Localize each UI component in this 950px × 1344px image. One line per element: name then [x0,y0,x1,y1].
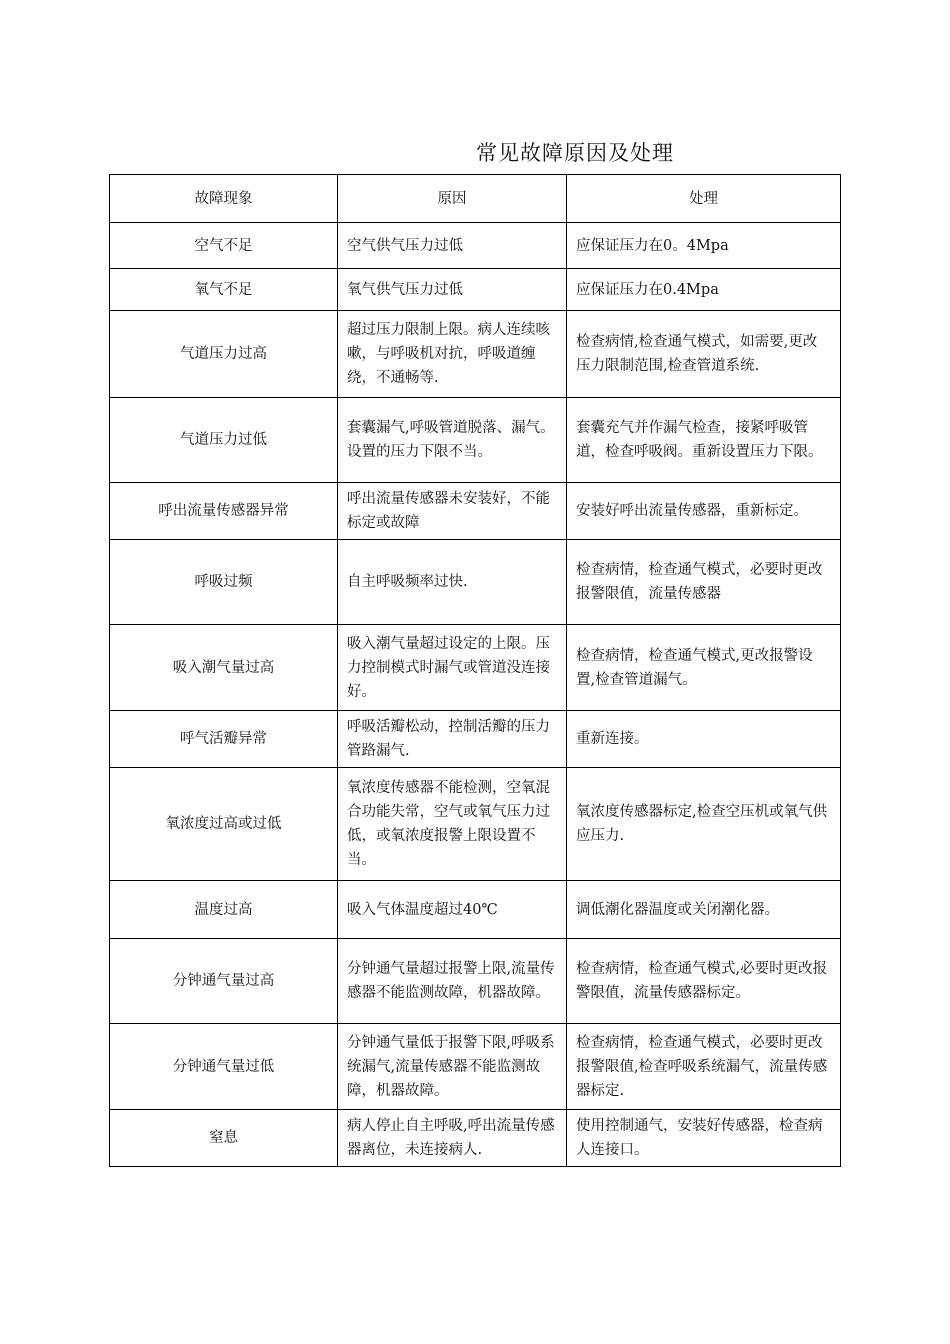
cell-action: 调低潮化器温度或关闭潮化器。 [567,881,841,939]
table-row [110,1024,841,1110]
cell-symptom: 氧气不足 [110,269,338,311]
cell-cause: 套囊漏气,呼吸管道脱落、漏气。设置的压力下限不当。 [338,398,567,483]
cell-symptom: 分钟通气量过低 [110,1024,338,1110]
table-row [110,768,841,881]
cell-action: 检查病情，检查通气模式，必要时更改报警限值，流量传感器 [567,540,841,625]
cell-action: 氧浓度传感器标定,检查空压机或氧气供应压力. [567,768,841,881]
cell-action: 检查病情,检查通气模式，如需要,更改压力限制范围,检查管道系统. [567,311,841,398]
cell-action: 重新连接。 [567,711,841,768]
table-row [110,625,841,711]
table-row [110,1110,841,1167]
cell-cause: 分钟通气量超过报警上限,流量传感器不能监测故障，机器故障。 [338,939,567,1024]
table-row [110,540,841,625]
header-symptom: 故障现象 [110,175,338,223]
cell-cause: 氧浓度传感器不能检测，空氧混合功能失常，空气或氧气压力过低，或氧浓度报警上限设置不当。 [338,768,567,881]
cell-symptom: 氧浓度过高或过低 [110,768,338,881]
cell-symptom: 吸入潮气量过高 [110,625,338,711]
table-row [110,711,841,768]
table-row [110,269,841,311]
table-row [110,881,841,939]
cell-symptom: 呼气活瓣异常 [110,711,338,768]
cell-cause: 呼吸活瓣松动，控制活瓣的压力管路漏气. [338,711,567,768]
cell-cause: 分钟通气量低于报警下限,呼吸系统漏气,流量传感器不能监测故障，机器故障。 [338,1024,567,1110]
fault-table [109,174,841,1167]
cell-cause: 吸入气体温度超过40℃ [338,881,567,939]
cell-action: 使用控制通气，安装好传感器，检查病人连接口。 [567,1110,841,1167]
cell-action: 安装好呼出流量传感器，重新标定。 [567,483,841,540]
cell-cause: 自主呼吸频率过快. [338,540,567,625]
cell-symptom: 气道压力过高 [110,311,338,398]
header-action: 处理 [567,175,841,223]
cell-symptom: 温度过高 [110,881,338,939]
cell-cause: 病人停止自主呼吸,呼出流量传感器离位，未连接病人. [338,1110,567,1167]
cell-cause: 空气供气压力过低 [338,223,567,269]
table-row [110,398,841,483]
table-row [110,223,841,269]
cell-symptom: 气道压力过低 [110,398,338,483]
cell-cause: 呼出流量传感器未安装好，不能标定或故障 [338,483,567,540]
cell-symptom: 窒息 [110,1110,338,1167]
cell-action: 套囊充气并作漏气检查，接紧呼吸管道，检查呼吸阀。重新设置压力下限。 [567,398,841,483]
cell-symptom: 呼出流量传感器异常 [110,483,338,540]
cell-symptom: 空气不足 [110,223,338,269]
table-row [110,939,841,1024]
page-title: 常见故障原因及处理 [476,141,674,165]
table-row [110,483,841,540]
cell-action: 检查病情，检查通气模式，必要时更改报警限值,检查呼吸系统漏气，流量传感器标定. [567,1024,841,1110]
cell-action: 检查病情，检查通气模式,更改报警设置,检查管道漏气。 [567,625,841,711]
cell-symptom: 分钟通气量过高 [110,939,338,1024]
cell-action: 应保证压力在0。4Mpa [567,223,841,269]
cell-action: 检查病情，检查通气模式,必要时更改报警限值，流量传感器标定。 [567,939,841,1024]
cell-cause: 氧气供气压力过低 [338,269,567,311]
cell-cause: 超过压力限制上限。病人连续咳嗽，与呼吸机对抗，呼吸道缠绕，不通畅等. [338,311,567,398]
header-cause: 原因 [338,175,567,223]
table-header-row [110,175,841,223]
cell-action: 应保证压力在0.4Mpa [567,269,841,311]
cell-symptom: 呼吸过频 [110,540,338,625]
cell-cause: 吸入潮气量超过设定的上限。压力控制模式时漏气或管道没连接好。 [338,625,567,711]
table-row [110,311,841,398]
